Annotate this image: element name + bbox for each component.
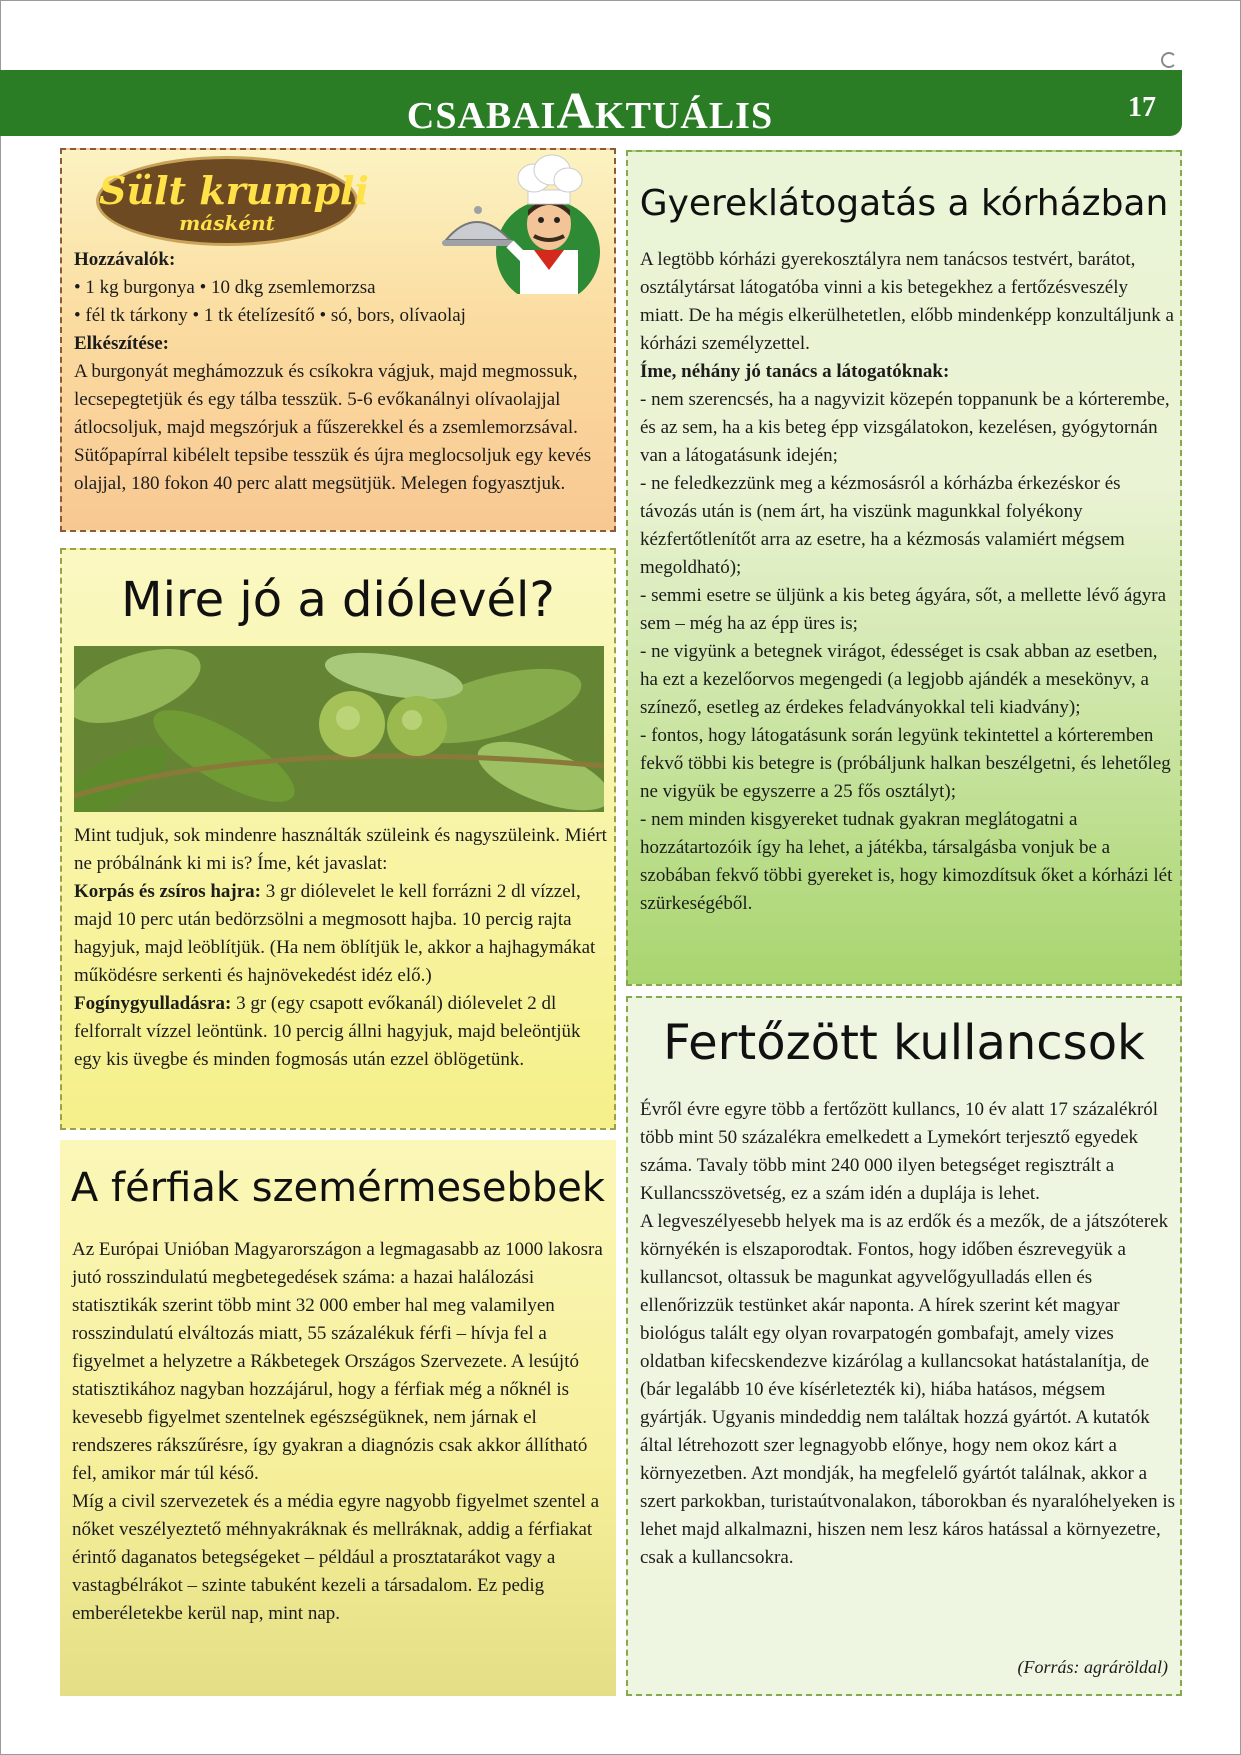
ingredients-heading: Hozzávalók: [74, 249, 176, 270]
recipe-logo [96, 156, 369, 246]
tick-article-para-1: Évről évre egyre több a fertőzött kullancs, 10 év alatt 17 százalékról több mint 50 százalékra emelkedett a Lymekórt terjesztő egyedek száma. Tavaly több mint 240 000 ilyen betegséget regisztrált a Kullancsszövetség, ez a szám idén a duplája is lehet. [640, 1099, 1159, 1204]
method-text: A burgonyát meghámozzuk és csíkokra vágjuk, majd megmossuk, lecsepegtetjük és egy tálba tesszük. 5-6 evőkanálnyi olívaolajjal átlocsoljuk, majd megszórjuk a fűszerekkel és a zsemlemorzsával. Sütőpapírral kibélelt tepsibe tesszük és újra meglocsoljuk egy kevés olajjal, 180 fokon 40 perc alatt megsütjük. Melegen fogyasztjuk. [74, 361, 592, 494]
men-article-text [72, 1236, 608, 1628]
walnut-leaf-text [74, 822, 610, 1074]
walnut-leaf-box [60, 548, 616, 1130]
title-rest: KTUÁLIS [595, 95, 774, 137]
tick-article-box [626, 996, 1182, 1696]
child-visit-box [626, 150, 1182, 986]
tick-article-source: (Forrás: agráröldal) [1017, 1657, 1168, 1677]
walnut-leaf-intro: Mint tudjuk, sok mindenre használták szüleink és nagyszüleink. Miért ne próbálnánk ki mi is? Íme, két javaslat: [74, 825, 607, 874]
men-article-para-1: Az Európai Unióban Magyarországon a legmagasabb az 1000 lakosra jutó rosszindulatú megbetegedések száma: a hazai halálozási statisztikák szerint több mint 32 000 ember hal meg valamilyen rosszindulatú elváltozás miatt, 55 százalékuk férfi – hívja fel a figyelmet a helyzetre a Rákbetegek Országos Szervezete. A lesújtó statisztikához nagyban hozzájárul, hogy a férfiak még a nőknél is kevesebb figyelmet szentelnek egészségüknek, nem járnak el rendszeres rákszűrésre, így gyakran a diagnózis csak akkor állítható fel, amikor már túl késő. [72, 1239, 603, 1484]
tick-article-title: Fertőzött kullancsok [663, 1015, 1145, 1071]
ingredient-line-2: • fél tk tárkony • 1 tk ételízesítő • só, bors, olívaolaj [74, 305, 466, 326]
method-heading: Elkészítése: [74, 333, 169, 354]
tip-1-heading: Korpás és zsíros hajra: [74, 881, 261, 902]
tip-1-text: 3 gr diólevelet le kell forrázni 2 dl vízzel, majd 10 perc után bedörzsölni a megmosott hajba. 10 percig rajta hagyjuk, majd leöblítjük. (Ha nem öblítjük le, akkor a hajhagymákat működésre serkenti és hajnövekedést idéz elő.) [74, 881, 596, 986]
recipe-text [74, 246, 610, 498]
ingredient-line-1: • 1 kg burgonya • 10 dkg zsemlemorzsa [74, 277, 376, 298]
child-visit-tip: - nem szerencsés, ha a nagyvizit közepén toppanunk be a kórterembe, és az sem, ha a kis beteg épp vizsgálatokon, kezelésen, gyógytornán van a látogatásunk idején; [640, 389, 1170, 466]
title-initial: A [556, 83, 596, 140]
walnut-leaf-title: Mire jó a diólevél? [121, 572, 555, 628]
child-visit-tip: - ne feledkezzünk meg a kézmosásról a kórházba érkezéskor és távozás után is (nem árt, ha viszünk magunkkal folyékony kézfertőtlenítőt arra az esetre, ha a kézmosás valamiért mégsem megoldható); [640, 473, 1125, 578]
tip-2-text: 3 gr (egy csapott evőkanál) diólevelet 2 dl felforralt vízzel leöntünk. 10 percig állni hagyjuk, majd beleöntjük egy kis üvegbe és minden fogmosás után ezzel öblögetünk. [74, 993, 581, 1070]
recipe-box [60, 148, 616, 532]
walnut-leaves-photo [74, 646, 604, 812]
recipe-logo-title: Sült krumpli [99, 168, 369, 213]
child-visit-title: Gyereklátogatás a kórházban [639, 183, 1169, 224]
tick-article-para-2: A legveszélyesebb helyek ma is az erdők és a mezők, de a játszóterek környékén is elszaporodtak. Fontos, hogy időben észrevegyük a kullancsot, oltassuk be magunkat agyvelőgyulladás ellen és ellenőrizzük testünket akár naponta. A hírek szerint két magyar biológus talált egy olyan rovarpatogén gombafajt, amely vizes oldatban kifecskendezve kizárólag a kullancsokat hatástalanítja, de (bár legalább 10 éve kísérletezték ki), hiába hatásos, mégsem gyártják. Ugyanis mindeddig nem találtak hozzá gyártót. A kutatók által létrehozott szer legnagyobb előnye, hogy nem okoz kárt a környezetben. Azt mondják, ha megfelelő gyártót találnak, akkor a szert parkokban, turistaútvonalakon, táborokban és nyaralóhelyeken is lehet majd alkalmazni, hiszen nem lesz káros hatással a környezetre, csak a kullancsokra. [640, 1211, 1175, 1568]
men-article-para-2: Míg a civil szervezetek és a média egyre nagyobb figyelmet szentel a nőket veszélyeztető méhnyakráknak és mellráknak, addig a férfiakat érintő daganatos betegségeket – például a prosztatarákot vagy a vastagbélrákot – szinte tabuként kezeli a társadalom. Ez pedig emberéletekbe kerül nap, mint nap. [72, 1491, 600, 1624]
swirl-icon [1161, 52, 1177, 68]
child-visit-text [640, 246, 1176, 918]
child-visit-intro: A legtöbb kórházi gyerekosztályra nem tanácsos testvért, barátot, osztálytársat látogatóba vinni a kis betegekhez a fertőzésveszély miatt. De ha mégis elkerülhetetlen, előbb mindenképp konzultáljunk a kórházi személyzettel. [640, 249, 1174, 354]
men-article-title: A férfiak szemérmesebbek [70, 1165, 606, 1211]
men-article-box [60, 1140, 616, 1696]
child-visit-tip: - semmi esetre se üljünk a kis beteg ágyára, sőt, a mellette lévő ágyra sem – még ha az épp üres is; [640, 585, 1167, 634]
tick-article-text [640, 1096, 1176, 1572]
child-visit-tip: - fontos, hogy látogatásunk során legyünk tekintettel a kórteremben fekvő többi kis betegre is (próbáljunk halkan beszélgetni, és lehetőleg ne vigyük be egyszerre a 25 fős osztályt); [640, 725, 1171, 802]
page-number: 17 [1128, 92, 1156, 123]
child-visit-tip: - nem minden kisgyereket tudnak gyakran meglátogatni a hozzátartozóik így ha lehet, a játékba, társalgásba vonjuk be a szobában fekvő többi gyereket is, hogy kimozdítsuk őket a kórházi lét szürkeségéből. [640, 809, 1173, 914]
recipe-logo-subtitle: másként [179, 211, 275, 235]
title-prefix: CSABAI [406, 95, 557, 137]
walnut-leaf-tip-2 [74, 990, 610, 1074]
walnut-leaf-tip-1 [74, 878, 610, 990]
tip-2-heading: Fogínygyulladásra: [74, 993, 232, 1014]
child-visit-tip: - ne vigyünk a betegnek virágot, édességet is csak abban az esetben, ha ezt a kezelőorvos megengedi (a legjobb ajándék a mesekönyv, a színező, esetleg az érdekes feladványokkal teli kiadvány); [640, 641, 1158, 718]
child-visit-tips-heading: Íme, néhány jó tanács a látogatóknak: [640, 361, 950, 382]
magazine-title [360, 84, 820, 144]
